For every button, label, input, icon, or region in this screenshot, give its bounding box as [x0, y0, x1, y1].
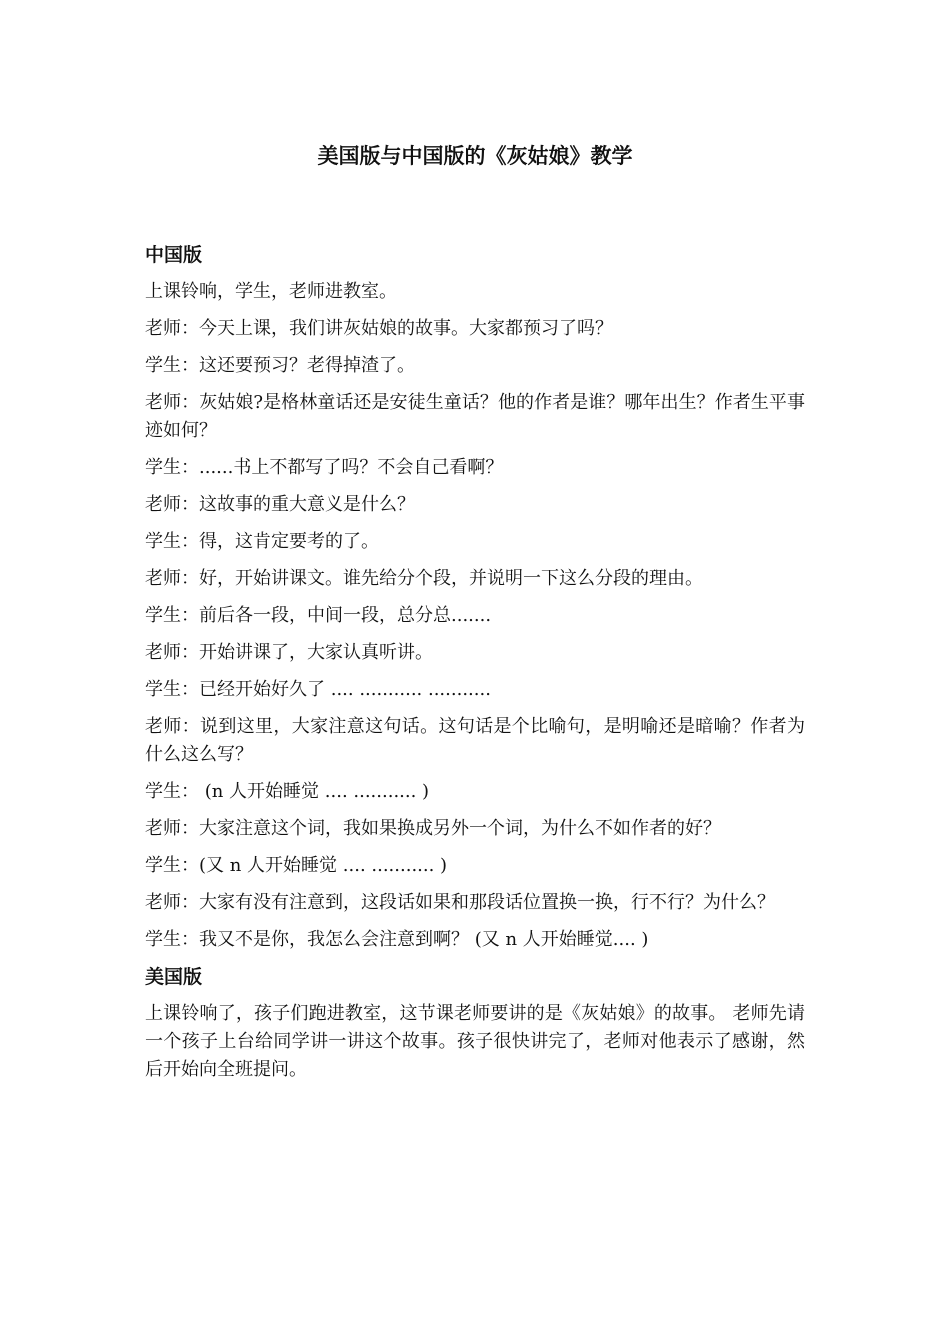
dialogue-line: 老师：开始讲课了，大家认真听讲。	[145, 642, 433, 663]
dialogue-line: 老师：好，开始讲课文。谁先给分个段，并说明一下这么分段的理由。	[145, 568, 703, 589]
chinese-version-dialogue	[145, 278, 805, 954]
dialogue-line: 学生：前后各一段，中间一段，总分总.......	[145, 605, 492, 626]
chinese-version-section	[145, 241, 805, 954]
document-body	[145, 241, 805, 1093]
paragraph: 上课铃响了，孩子们跑进教室，这节课老师要讲的是《灰姑娘》的故事。 老师先请一个孩子上台给同学讲一讲这个故事。孩子很快讲完了，老师对他表示了感谢，然后开始向全班提问。	[145, 1003, 805, 1080]
dialogue-line: 学生：(又 n 人开始睡觉 .... ........... )	[145, 855, 448, 876]
dialogue-line: 老师：大家注意这个词，我如果换成另外一个词，为什么不如作者的好？	[145, 818, 721, 839]
dialogue-line: 老师：今天上课，我们讲灰姑娘的故事。大家都预习了吗？	[145, 318, 613, 339]
chinese-version-heading: 中国版	[145, 244, 203, 266]
dialogue-line: 学生：得，这肯定要考的了。	[145, 531, 379, 552]
dialogue-line: 老师：大家有没有注意到，这段话如果和那段话位置换一换，行不行？为什么？	[145, 892, 775, 913]
american-version-heading: 美国版	[145, 966, 203, 988]
dialogue-line: 学生： (n 人开始睡觉 .... ........... )	[145, 781, 430, 802]
dialogue-line: 学生：这还要预习？老得掉渣了。	[145, 355, 415, 376]
dialogue-line: 老师：说到这里，大家注意这句话。这句话是个比喻句，是明喻还是暗喻？作者为什么这么写？	[145, 716, 805, 765]
american-version-section	[145, 963, 805, 1084]
dialogue-line: 学生：......书上不都写了吗？不会自己看啊？	[145, 457, 504, 478]
dialogue-line: 学生：已经开始好久了 .... ........... ...........	[145, 679, 491, 700]
document-title: 美国版与中国版的《灰姑娘》教学	[317, 144, 633, 168]
dialogue-line: 老师：灰姑娘?是格林童话还是安徒生童话？他的作者是谁？哪年出生？作者生平事迹如何？	[145, 392, 805, 441]
dialogue-line: 学生：我又不是你，我怎么会注意到啊？ (又 n 人开始睡觉.... )	[145, 929, 649, 950]
american-version-text	[145, 1000, 805, 1084]
dialogue-line: 老师：这故事的重大意义是什么？	[145, 494, 415, 515]
dialogue-line: 上课铃响，学生，老师进教室。	[145, 281, 397, 302]
